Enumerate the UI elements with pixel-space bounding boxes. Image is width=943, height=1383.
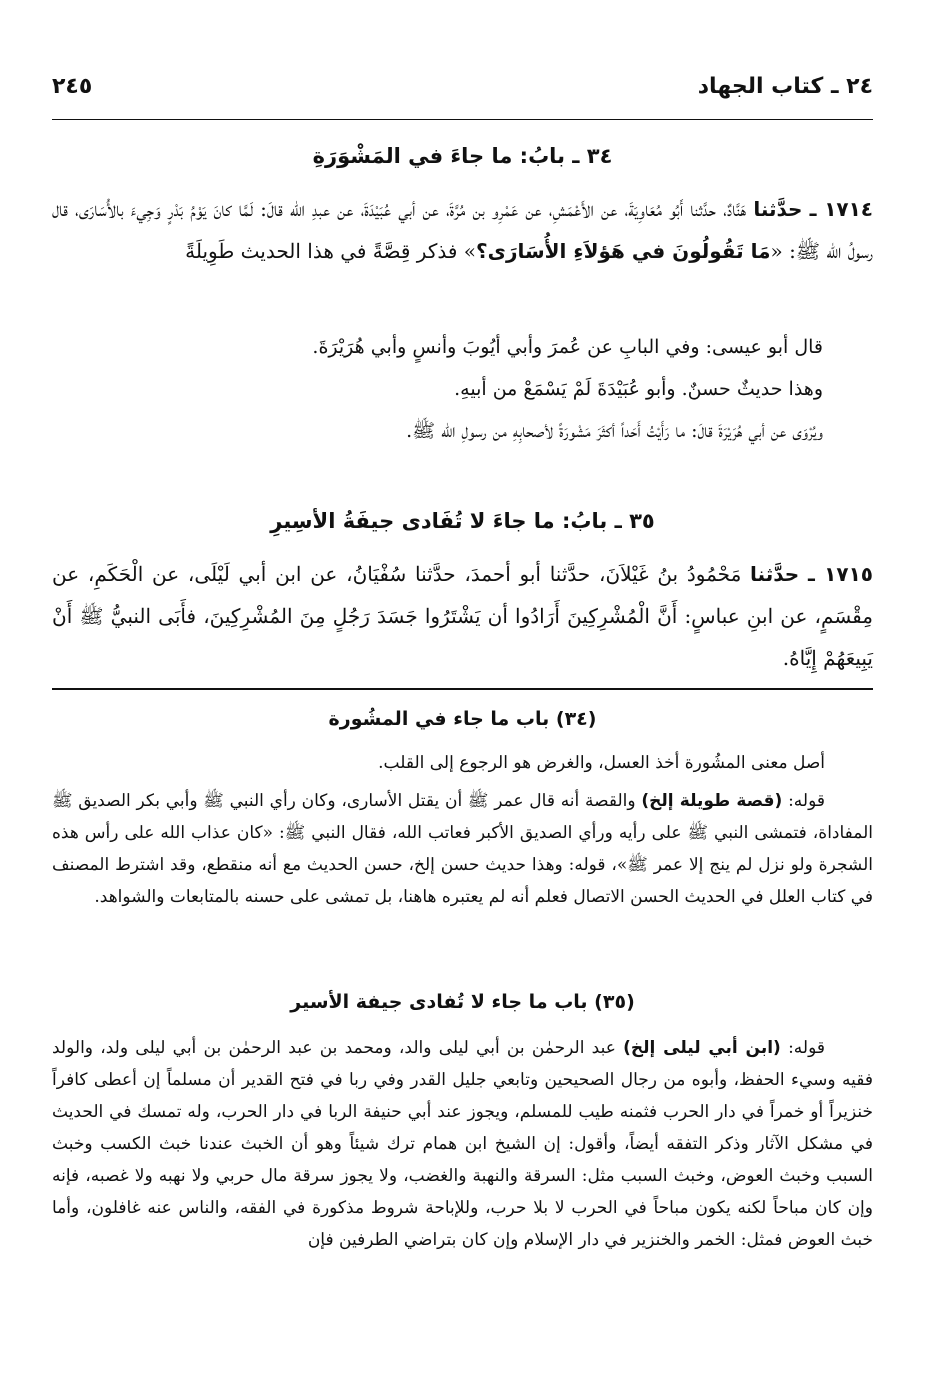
- hadith-lead: حدَّثنا: [753, 197, 803, 221]
- note-line: وهذا حديثٌ حسنٌ. وأبو عُبَيْدَةَ لَمْ يَسْمَعْ من أبيهِ.: [454, 378, 823, 400]
- section-34-notes: [52, 326, 873, 452]
- note-line: ويُرْوَى عن أبي هُرَيْرَةَ قالَ: ما رَأَيْتُ أَحَداً أكثَرَ مَشْورَةً لأصحابِهِ من رسولِ الله ﷺ.: [406, 420, 823, 442]
- commentary-35-title: (٣٥) باب ما جاء لا تُفادى جيفة الأسير: [290, 991, 635, 1013]
- page-number: ٢٤٥: [52, 73, 93, 99]
- commentary-paragraph: أصل معنى المشُورة أخذ العسل، والغرض هو الرجوع إلى القلب.: [378, 753, 825, 773]
- hadith-number: ١٧١٥ ـ: [807, 562, 873, 586]
- hadith-body: هَنَّادٌ، حدَّثنا أَبُو مُعَاوِيَةَ، عن الأَعْمَشِ، عن عَمْرِو بن مُرَّةَ، عن أبي عُبَيْدَةَ، عن عبدِ الله قالَ: لَمَّا كانَ يَوْمُ بَدْرٍ وَجِيءَ بالأُسَارَى، قال رسولُ الله ﷺ: «: [52, 197, 873, 263]
- commentary-paragraph: قوله: (ابن أبي ليلى إلخ) عبد الرحمٰن بن أبي ليلى والد، ومحمد بن عبد الرحمٰن بن أبي ليلى ولد، والولد فقيه وسيء الحفظ، وأبوه من رجال الصحيحين وتابعي جليل القدر وفي ربا في فتح القدير أن مسلماً إن أعطى كافراً خنزيراً أو خمراً في دار الحرب فثمنه طيب للمسلم، ويجوز عند أبي حنيفة الربا في دار الحرب، وله تمسك في الحديث في مشكل الآثار وذكر التفقه أيضاً، وأقول: إن الشيخ ابن همام ترك شيئاً وهو أن الخبث عندنا خبث الكسب وخبث السبب وخبث العوض، وخبث السبب مثل: السرقة والنهبة والغضب، ولا يجوز سرقة مال حربي ولا نهبه ولا غصبه، فإنه وإن كان مباحاً لكنه يكون مباحاً في الحرب لا بلا حرب، وللإباحة شروط مذكورة في الفقه، والناس عنه غافلون، وأما خبث العوض فمثل: الخمر والخنزير في دار الإسلام وإن كان بتراضي الطرفين فإن: [52, 1038, 873, 1250]
- commentary-separator: [52, 688, 873, 690]
- quoted-phrase: (قصة طويلة إلخ): [641, 791, 783, 811]
- hadith-quote: مَا تَقُولُونَ في هَؤلاَءِ الأُسَارَى؟: [476, 239, 771, 263]
- hadith-lead: حدَّثنا: [750, 562, 800, 586]
- chapter-title: ٢٤ ـ كتاب الجهاد: [697, 73, 873, 99]
- header-rule: [52, 119, 873, 120]
- hadith-1714-text: [52, 188, 873, 272]
- hadith-1714: [52, 188, 873, 272]
- commentary-34-title: (٣٤) باب ما جاء في المشُورة: [328, 708, 597, 730]
- commentary-paragraph: قوله: (قصة طويلة إلخ) والقصة أنه قال عمر ﷺ أن يقتل الأسارى، وكان رأي النبي ﷺ وأبي بكر الصديق ﷺ المفاداة، فتمشى النبي ﷺ على رأيه ورأي الصديق الأكبر فعاتب الله، فقال النبي ﷺ: «كان عذاب الله على رأس هذه الشجرة ولو نزل لم ينج إلا عمر ﷺ»، قوله: وهذا حديث حسن إلخ، حسن الحديث مع أنه منقطع، وقد اشترط المصنف في كتاب العلل في الحديث الحسن الاتصال فعلم أنه لم يعتبره هاهنا، بل تمشى على حسنه بالمتابعات والشواهد.: [52, 791, 873, 907]
- hadith-body: مَحْمُودُ بنُ غَيْلاَنَ، حدَّثنا أبو أحمدَ، حدَّثنا سُفْيَانُ، عن ابن أبي لَيْلَى، عن الْحَكَمِ، عن مِقْسَمٍ، عن ابنِ عباسٍ: أَنَّ الْمُشْرِكِينَ أَرَادُوا أن يَشْتَرُوا جَسَدَ رَجُلٍ مِنَ المُشْرِكِينَ، فأَبَى النبيُّ ﷺ أَنْ يَبِيعَهُمْ إِيَّاهُ.: [52, 562, 873, 670]
- commentary-35: [52, 1032, 873, 1256]
- hadith-1715: [52, 553, 873, 679]
- section-34-title: ٣٤ ـ بابُ: ما جاءَ في المَشْوَرَةِ: [312, 144, 613, 168]
- hadith-end: » فذكر قِصَّةً في هذا الحديث طَوِيلَةً: [185, 239, 477, 263]
- commentary-34: [52, 747, 873, 913]
- hadith-1715-text: [52, 553, 873, 679]
- hadith-number: ١٧١٤ ـ: [809, 197, 874, 221]
- quoted-phrase: (ابن أبي ليلى إلخ): [623, 1038, 781, 1058]
- section-35-title: ٣٥ ـ بابُ: ما جاءَ لا تُفَادى جيفَةُ الأسِيرِ: [270, 509, 655, 533]
- note-line: قال أبو عيسى: وفي البابِ عن عُمرَ وأبي أيُوبَ وأنسٍ وأبي هُرَيْرَةَ.: [312, 336, 823, 358]
- page-header: [52, 66, 873, 106]
